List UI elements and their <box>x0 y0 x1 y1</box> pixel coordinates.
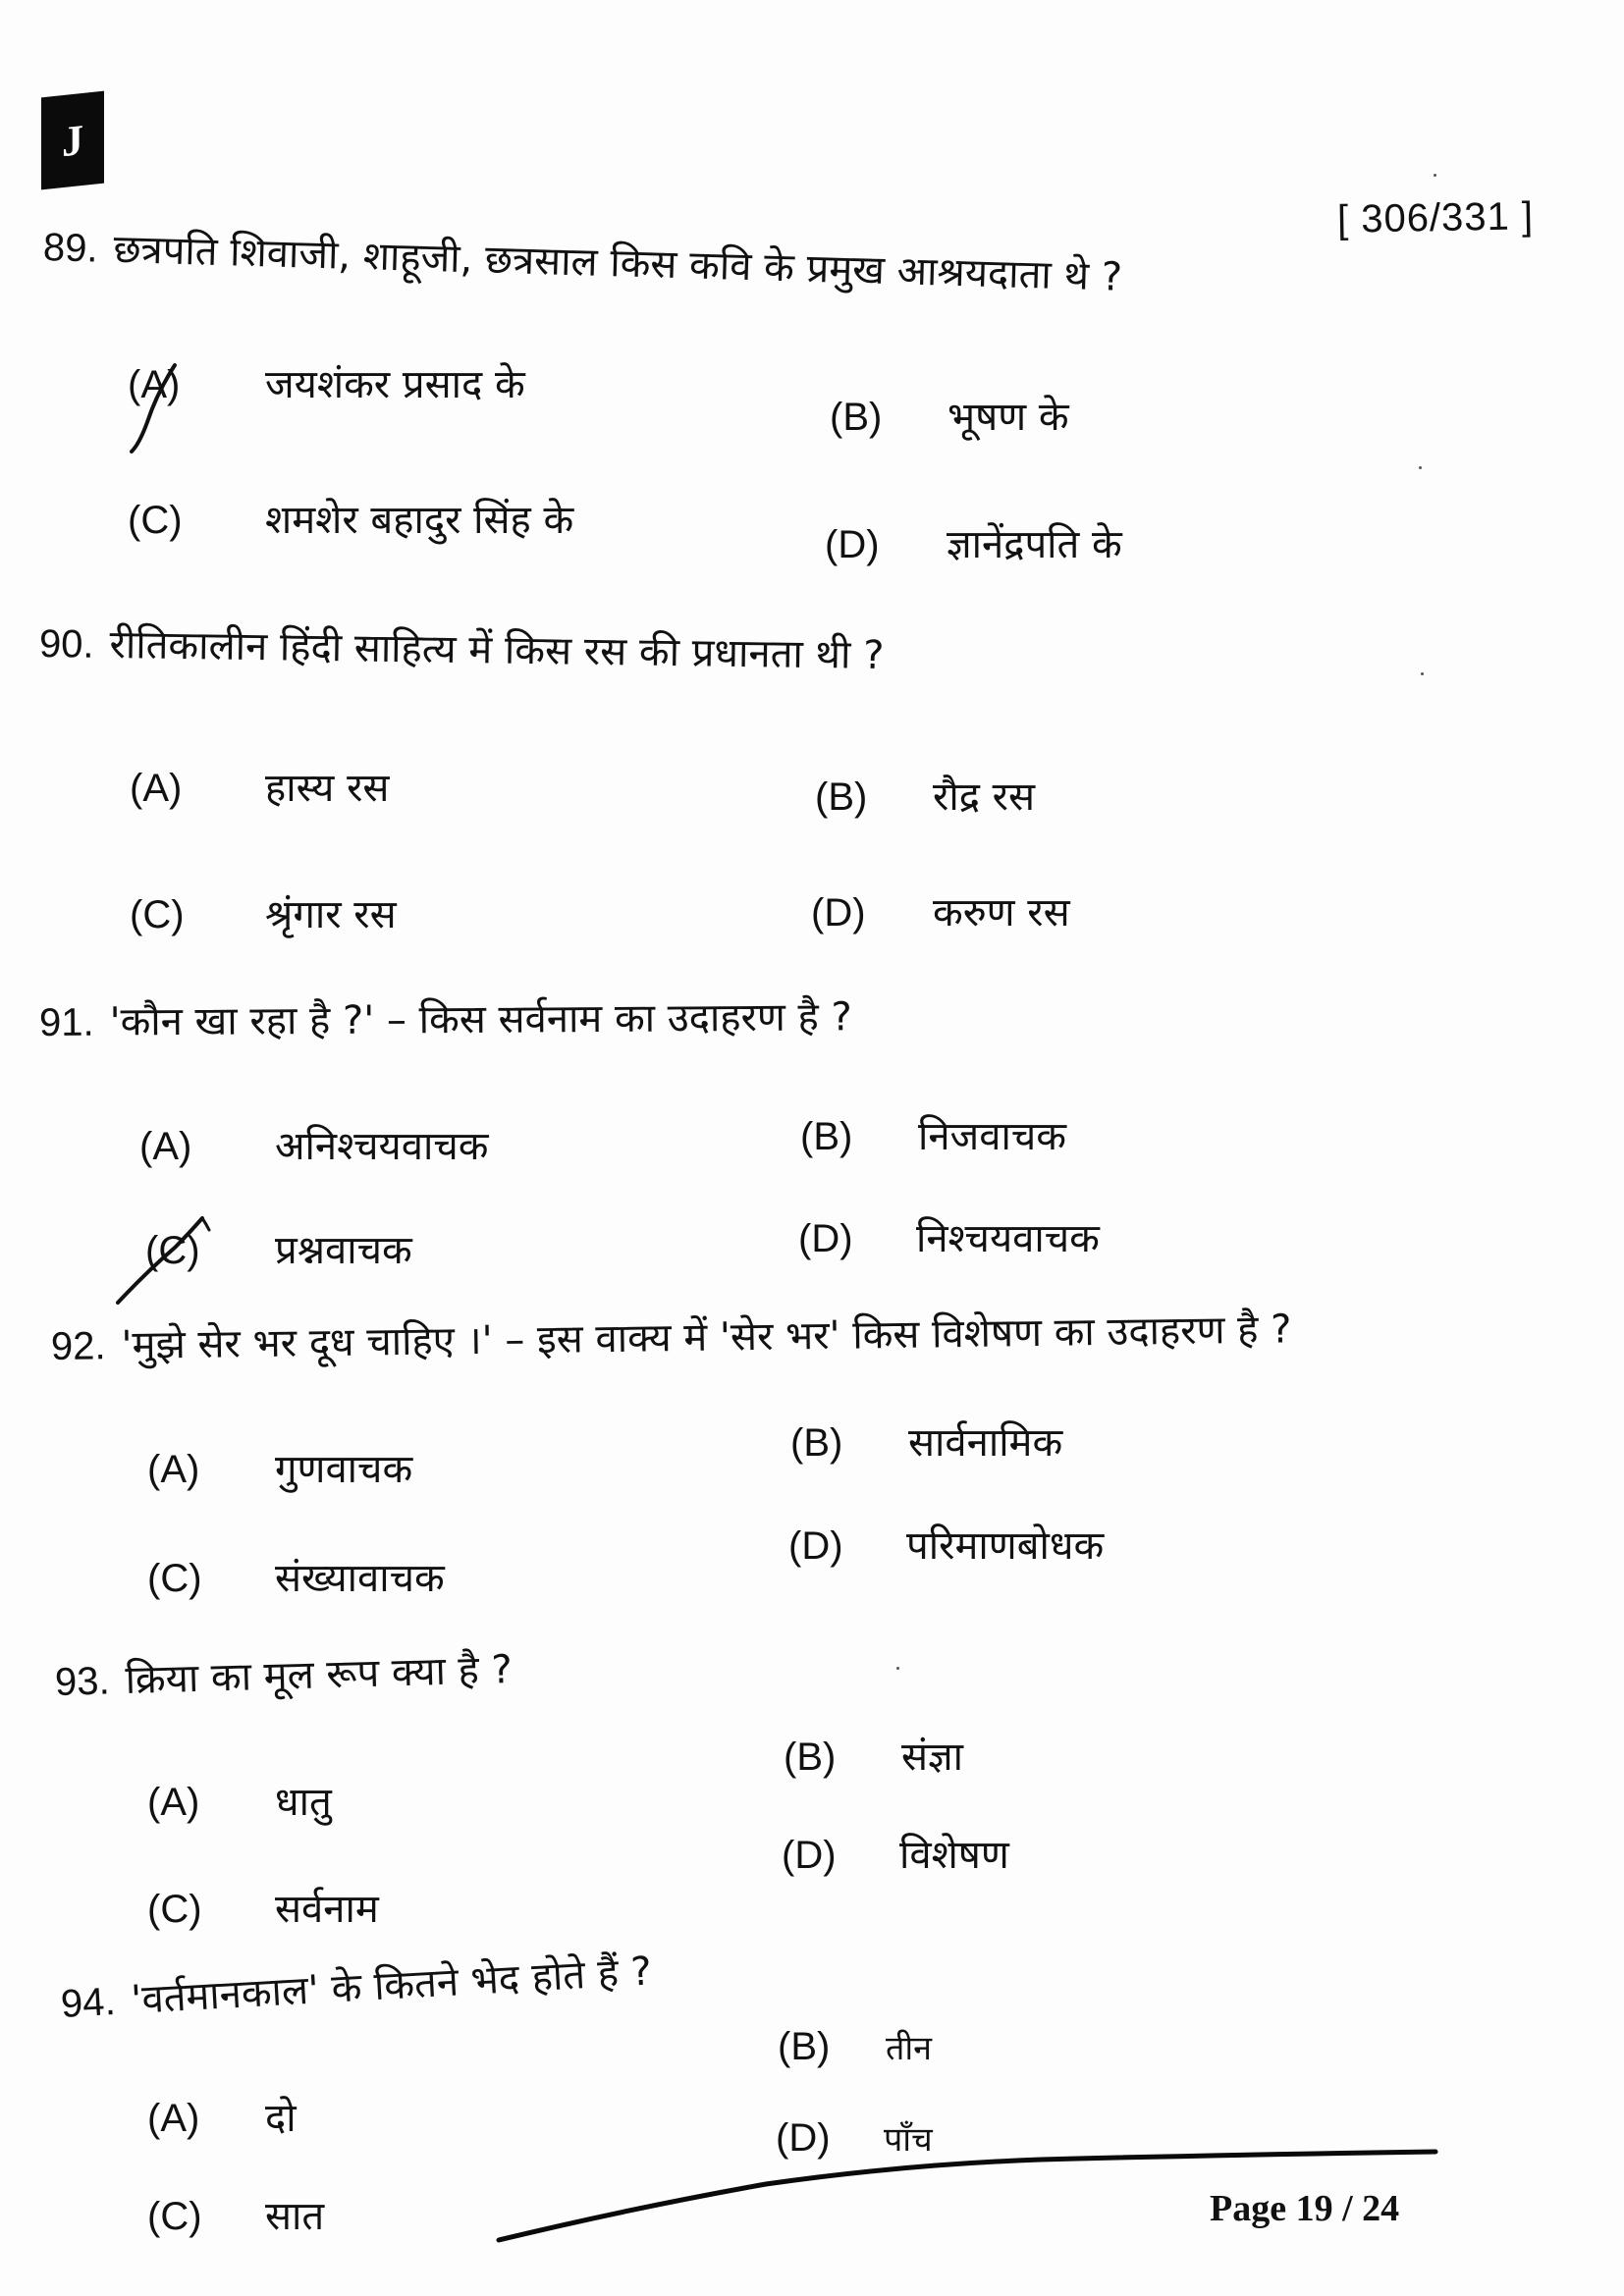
option-label: (D) <box>811 891 866 934</box>
paper-code: [ 306/331 ] <box>1336 194 1535 241</box>
option-text: दो <box>265 2096 297 2141</box>
question-number: 90. <box>38 622 94 667</box>
option-text: भूषण के <box>947 395 1069 440</box>
option-label: (D) <box>776 2116 831 2160</box>
option-label: (A) <box>147 2097 200 2140</box>
scan-speck <box>896 1667 899 1670</box>
option-label: (B) <box>815 775 868 819</box>
option-text: सर्वनाम <box>275 1887 379 1932</box>
option-text: करुण रस <box>933 890 1070 935</box>
option-label: (B) <box>830 396 883 439</box>
option-text: सात <box>265 2194 325 2239</box>
option-label: (D) <box>788 1524 843 1568</box>
set-code-letter: J <box>62 115 83 166</box>
option-label: (C) <box>130 893 185 936</box>
option-text: निश्चयवाचक <box>916 1216 1100 1261</box>
option-label: (A) <box>147 1448 200 1491</box>
option-label: (C) <box>128 499 183 542</box>
option-label: (C) <box>147 1557 202 1600</box>
option-label: (D) <box>825 523 880 566</box>
question-number: 89. <box>42 226 99 271</box>
option-text: निजवाचक <box>918 1114 1066 1159</box>
option-label: (C) <box>147 1888 202 1931</box>
question-number: 93. <box>54 1659 111 1704</box>
option-label: (A) <box>139 1125 192 1168</box>
scan-speck <box>1434 174 1436 177</box>
option-text: संख्यावाचक <box>275 1556 445 1601</box>
question-number: 94. <box>59 1979 117 2026</box>
option-text: ज्ञानेंद्रपति के <box>947 522 1122 567</box>
option-label: (D) <box>798 1217 853 1260</box>
question-text: 'वर्तमानकाल' के कितने भेद होते हैं ? <box>130 1949 654 2023</box>
option-text: हास्य रस <box>265 766 390 811</box>
option-text: श्रृंगार रस <box>265 892 397 937</box>
option-label: (A) <box>128 363 181 406</box>
option-label: (A) <box>147 1781 200 1824</box>
option-text: अनिश्चयवाचक <box>275 1124 489 1169</box>
option-text: परिमाणबोधक <box>906 1523 1105 1569</box>
page-number: Page 19 / 24 <box>1210 2188 1400 2229</box>
option-text: गुणवाचक <box>275 1447 413 1492</box>
option-text: पाँच <box>884 2120 933 2160</box>
question-number: 92. <box>50 1324 106 1368</box>
option-text: रौद्र रस <box>933 774 1036 820</box>
option-text: शमशेर बहादुर सिंह के <box>265 498 574 543</box>
option-label: (D) <box>782 1834 837 1877</box>
question-text: 'कौन खा रहा है ?' – किस सर्वनाम का उदाहरण है ? <box>109 994 852 1045</box>
question-text: क्रिया का मूल रूप क्या है ? <box>124 1647 514 1703</box>
option-label: (A) <box>130 767 183 810</box>
question-number: 91. <box>38 1000 94 1044</box>
option-label: (B) <box>784 1735 837 1779</box>
scan-speck <box>1421 672 1424 675</box>
option-text: विशेषण <box>899 1833 1009 1878</box>
option-text: संज्ञा <box>901 1735 964 1780</box>
option-text: प्रश्नवाचक <box>275 1228 412 1273</box>
option-label: (C) <box>145 1229 200 1272</box>
option-label: (B) <box>800 1115 853 1158</box>
question-text: रीतिकालीन हिंदी साहित्य में किस रस की प्रधानता थी ? <box>109 622 885 679</box>
option-text: धातु <box>275 1780 332 1825</box>
option-label: (B) <box>778 2025 831 2068</box>
option-text: जयशंकर प्रसाद के <box>265 362 525 407</box>
scan-speck <box>1419 466 1422 469</box>
option-label: (C) <box>147 2195 202 2238</box>
question-text: 'मुझे सेर भर दूध चाहिए ।' – इस वाक्य में 'सेर भर' किस विशेषण का उदाहरण है ? <box>121 1307 1292 1368</box>
option-text: सार्वनामिक <box>908 1420 1063 1466</box>
question-text: छत्रपति शिवाजी, शाहूजी, छत्रसाल किस कवि के प्रमुख आश्रयदाता थे ? <box>112 227 1123 300</box>
option-label: (B) <box>790 1421 843 1465</box>
option-text: तीन <box>886 2029 933 2068</box>
